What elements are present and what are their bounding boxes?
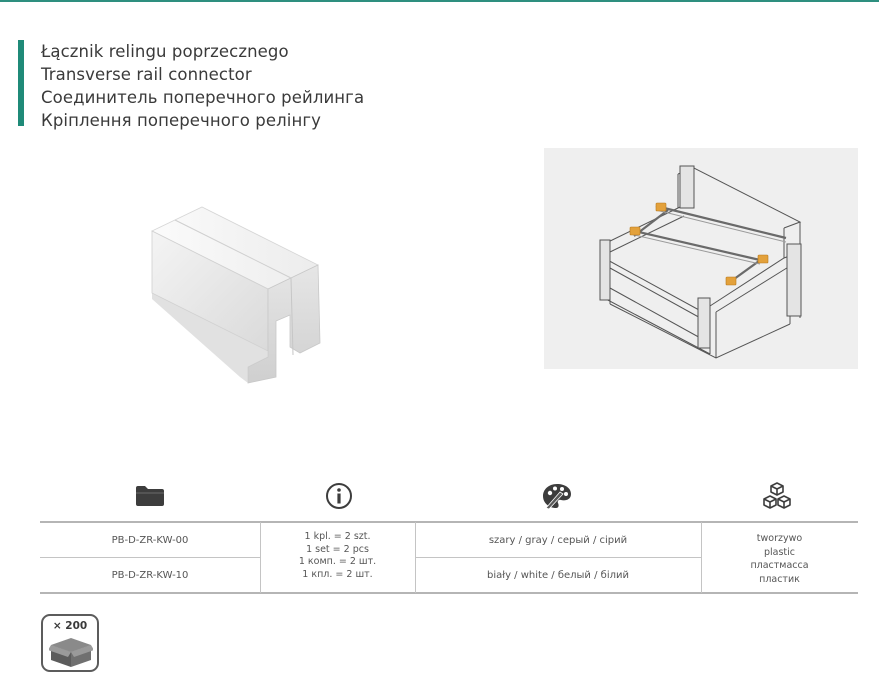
box-icon bbox=[49, 636, 93, 668]
table-bottom-rule bbox=[40, 592, 858, 594]
drawer-diagram bbox=[544, 148, 858, 369]
top-accent-rule bbox=[0, 0, 879, 2]
table-top-rule bbox=[40, 521, 858, 523]
set-quantity-cell bbox=[260, 531, 415, 581]
material-polish: tworzywo bbox=[756, 533, 803, 544]
product-code-gray: PB-D-ZR-KW-00 bbox=[111, 535, 189, 546]
set-quantity-russian: 1 комп. = 2 шт. bbox=[298, 556, 377, 567]
set-quantity-polish: 1 kpl. = 2 szt. bbox=[304, 531, 371, 542]
material-russian: пластмасса bbox=[750, 560, 809, 571]
column-divider bbox=[415, 522, 416, 593]
cubes-icon bbox=[757, 478, 797, 514]
title-accent-bar bbox=[18, 40, 24, 126]
color-gray: szary / gray / серый / сірий bbox=[488, 535, 628, 546]
set-quantity-ukrainian: 1 кпл. = 2 шт. bbox=[302, 568, 373, 580]
material-cell bbox=[701, 532, 858, 586]
info-icon bbox=[319, 478, 359, 514]
product-photo bbox=[140, 195, 340, 395]
title-polish: Łącznik relingu poprzecznego bbox=[41, 42, 289, 61]
spec-table bbox=[40, 521, 858, 595]
row-divider-code bbox=[40, 557, 260, 558]
pack-quantity: × 200 bbox=[52, 620, 88, 632]
material-english: plastic bbox=[763, 546, 796, 558]
product-code-white: PB-D-ZR-KW-10 bbox=[111, 570, 189, 581]
set-quantity-english: 1 set = 2 pcs bbox=[306, 543, 369, 555]
title-english: Transverse rail connector bbox=[41, 65, 252, 84]
pack-quantity-badge bbox=[41, 614, 99, 672]
row-divider-color bbox=[415, 557, 701, 558]
product-title bbox=[41, 40, 501, 132]
folder-icon bbox=[130, 478, 170, 514]
palette-icon bbox=[537, 478, 577, 514]
color-white: biały / white / белый / білий bbox=[486, 570, 629, 581]
material-ukrainian: пластик bbox=[759, 573, 800, 585]
title-ukrainian: Кріплення поперечного релінгу bbox=[41, 111, 321, 130]
title-russian: Соединитель поперечного рейлинга bbox=[41, 88, 365, 107]
